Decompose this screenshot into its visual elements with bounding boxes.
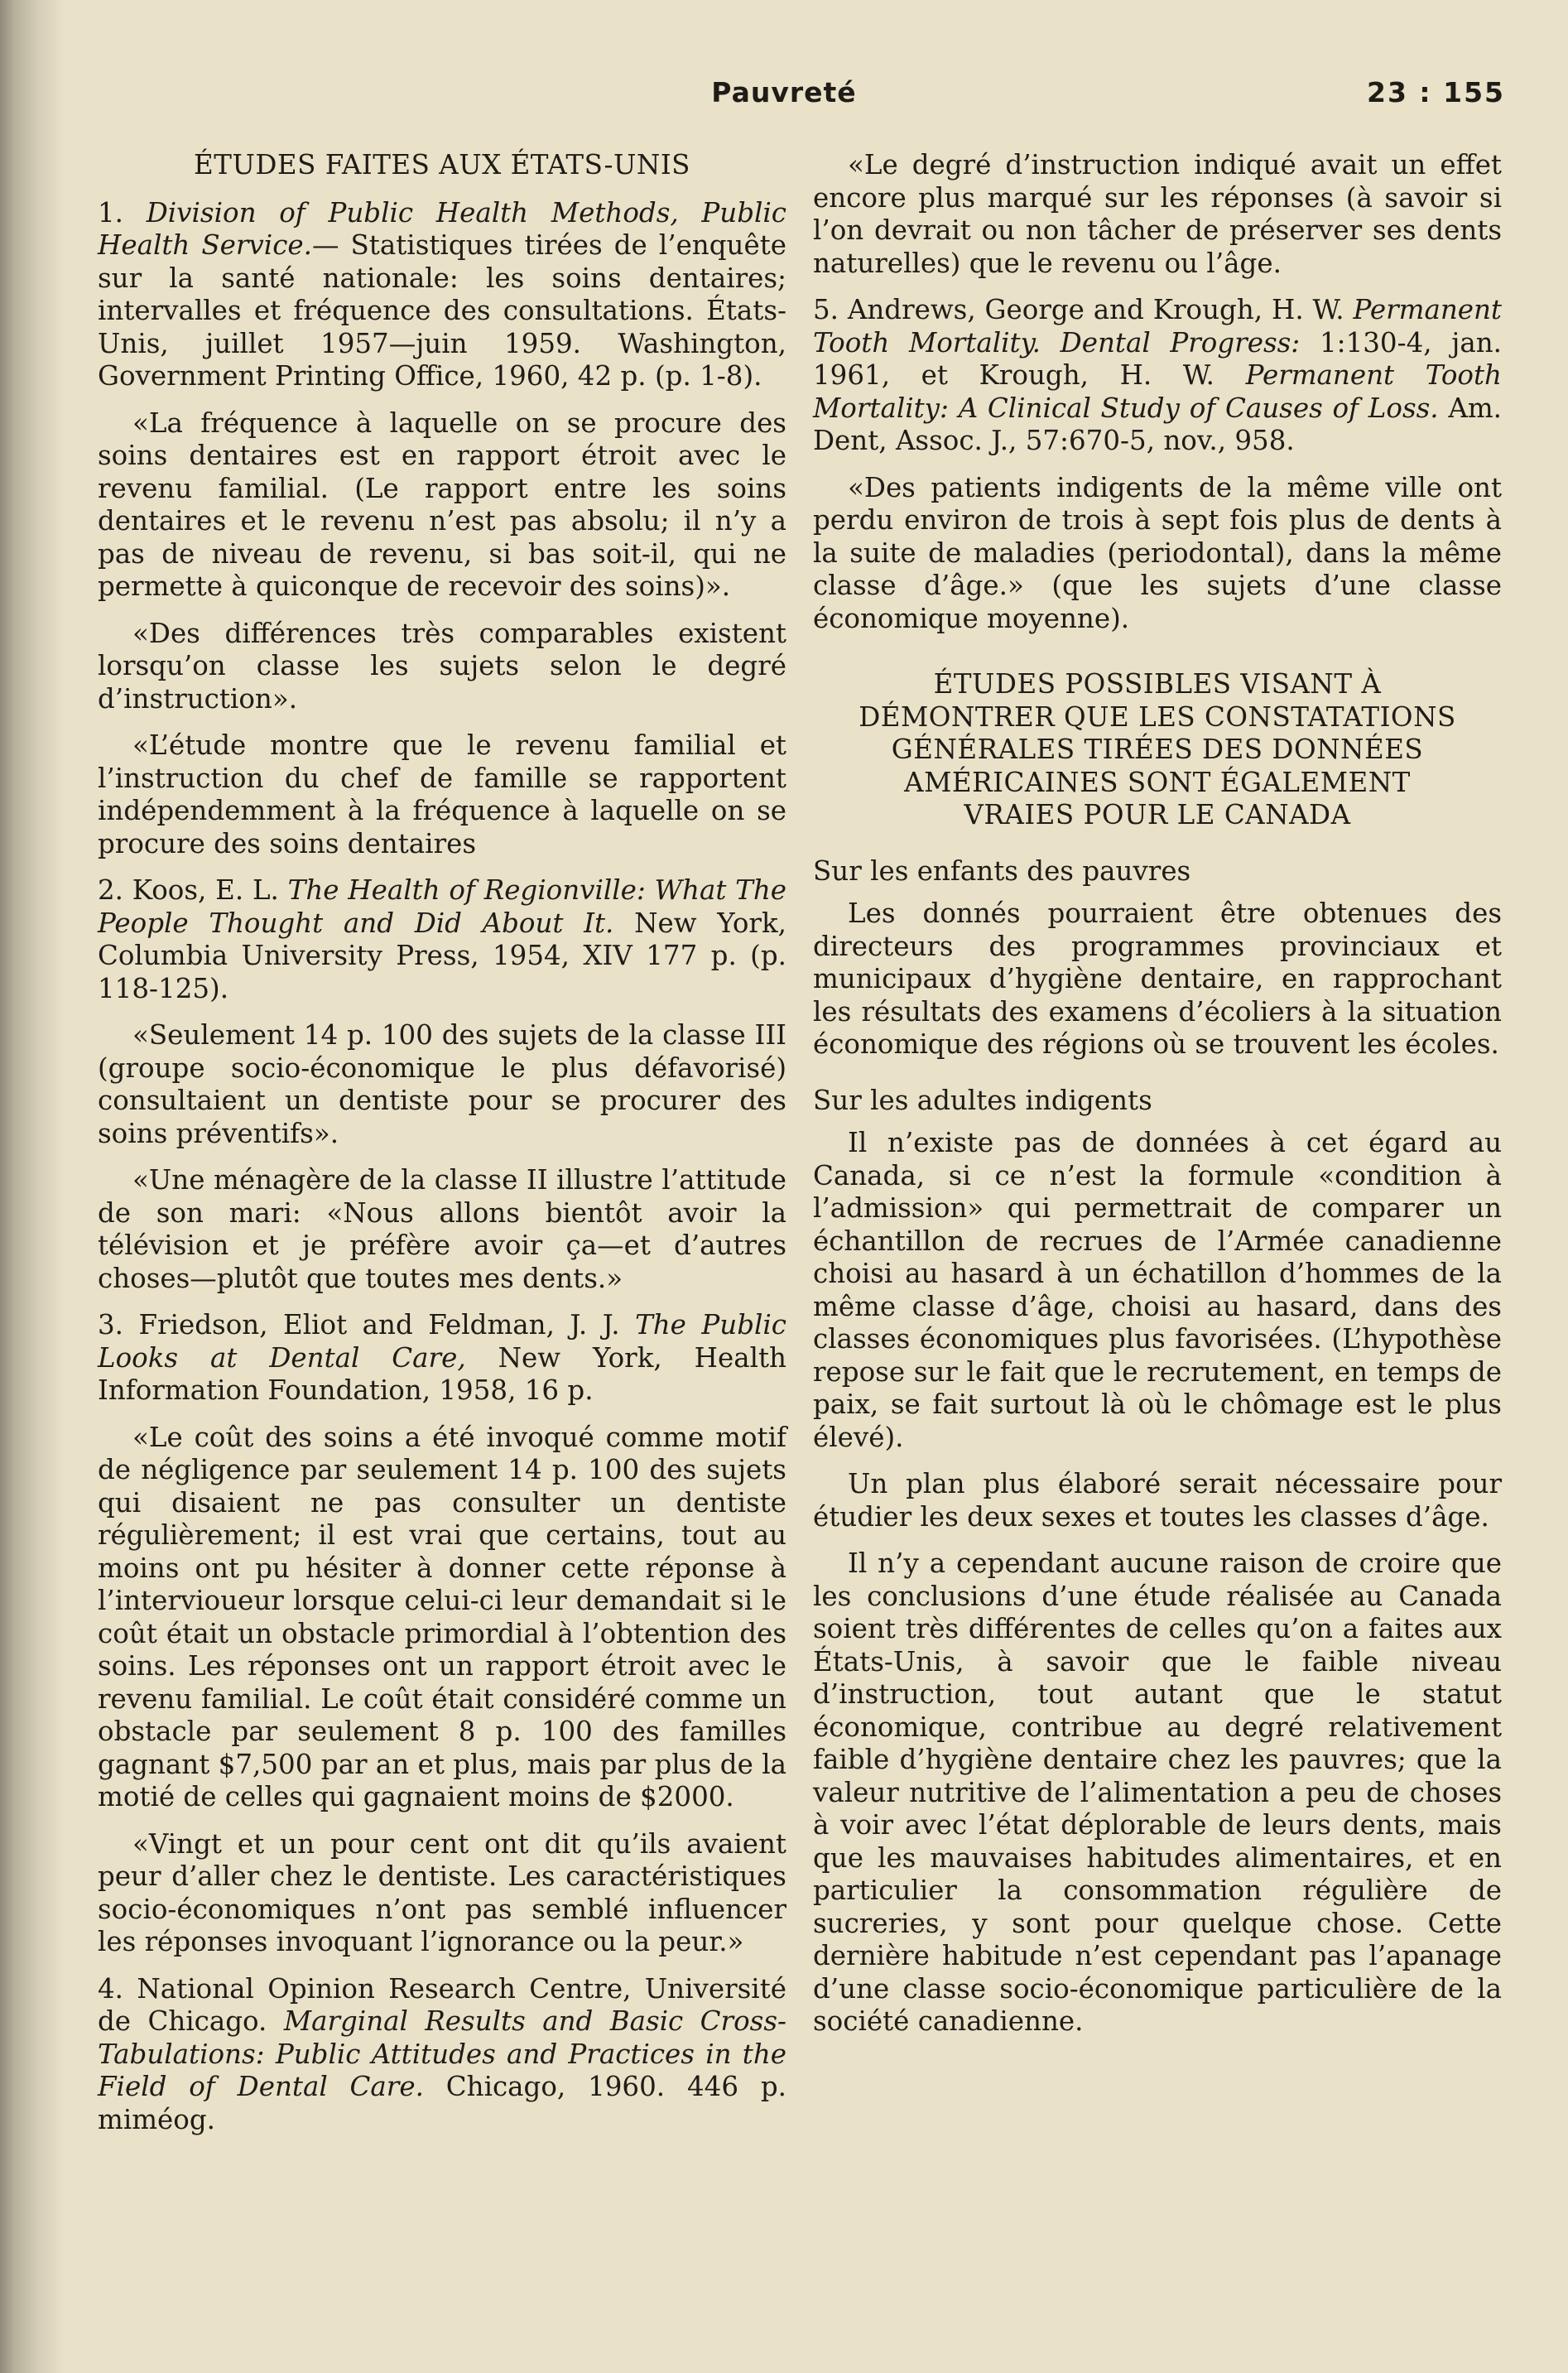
quote-paragraph: «Le degré d’instruction indiqué avait un effet encore plus marqué sur les réponses (à savoir si l’on devrait ou non tâcher de préserver ses dents naturelles) que le revenu ou l’âge. — [813, 149, 1502, 279]
reference-number: 3. — [98, 1309, 124, 1341]
body-paragraph: Il n’y a cependant aucune raison de croire que les conclusions d’une étude réalisée au Canada soient très différentes de celles qu’on a faites aux États-Unis, à savoir que le faible niveau d’instruction, tout autant que le statut économique, contribue au degré relativement faible d’hygiène dentaire chez les pauvres; que la valeur nutritive de l’alimentation a peu de choses à voir avec l’état déplorable de leurs dents, mais que les mauvaises habitudes alimentaires, et en particulier la consommation régulière de sucreries, y sont pour quelque chose. Cette dernière habitude n’est cependant pas l’apanage d’une classe socio-économique particulière de la société canadienne. — [813, 1548, 1502, 2037]
subheading-children: Sur les enfants des pauvres — [813, 854, 1191, 887]
quote-paragraph: «Vingt et un pour cent ont dit qu’ils avaient peur d’aller chez le dentiste. Les caractéristiques socio-économiques n’ont pas semblé influencer les réponses invoquant l’ignorance ou la peur.» — [98, 1827, 786, 1957]
reference-details: 1:130-4, jan. 1961, et Krough, H. W. — [813, 326, 1502, 391]
reference-number: 1. — [98, 196, 124, 229]
quote-paragraph: «La fréquence à laquelle on se procure des soins dentaires est en rapport étroit avec le revenu familial. (Le rapport entre les soins dentaires et le revenu n’est pas absolu; il n’y a pas de niveau de revenu, si bas soit-il, qui ne permette à quiconque de recevoir des soins)». — [98, 407, 786, 602]
reference-author: Andrews, George and Krough, H. W. — [847, 294, 1344, 325]
reference-details: Am. Dent, Assoc. J., 57:670-5, nov., 958. — [813, 392, 1502, 456]
right-column — [813, 149, 1502, 2053]
reference-author: Friedson, Eliot and Feldman, J. J. — [138, 1309, 620, 1341]
reference-title: Permanent Tooth Mortality: A Clinical Study of Causes of Loss. — [813, 359, 1502, 424]
body-paragraph: Il n’existe pas de données à cet égard au Canada, si ce n’est la formule «condition à l’admission» qui permettrait de comparer un échantillon de recrues de l’Armée canadienne choisi au hasard à un échatillon d’hommes de la même classe d’âge, choisi au hasard, dans des classes économiques plus favorisées. (L’hypothèse repose sur le fait que le recrutement, en temps de paix, se fait surtout là où le chômage est le plus élevé). — [813, 1127, 1502, 1453]
reference-title: The Health of Regionville: What The People Thought and Did About It. — [98, 874, 786, 939]
reference-number: 5. — [813, 294, 839, 325]
reference-4 — [98, 1973, 786, 2137]
reference-title: Marginal Results and Basic Cross-Tabulations: Public Attitudes and Practices in the Field of Dental Care. — [98, 2005, 786, 2102]
reference-5 — [813, 294, 1502, 458]
reference-2 — [98, 874, 786, 1005]
reference-number: 2. — [98, 874, 124, 906]
section-title-line: DÉMONTRER QUE LES CONSTATATIONS — [859, 700, 1456, 733]
quote-paragraph: «Des patients indigents de la même ville ont perdu environ de trois à sept fois plus de dents à la suite de maladies (periodontal), dans la même classe d’âge.» (que les sujets d’une classe économique moyenne). — [813, 471, 1502, 634]
quote-paragraph: «Seulement 14 p. 100 des sujets de la classe III (groupe socio-économique le plus défavorisé) consultaient un dentiste pour se procurer des soins préventifs». — [98, 1019, 786, 1149]
body-paragraph: Les donnés pourraient être obtenues des directeurs des programmes provinciaux et municipaux d’hygiène dentaire, en rapprochant les résultats des examens d’écoliers à la situation économique des régions où se trouvent les écoles. — [813, 898, 1502, 1060]
reference-title: The Public Looks at Dental Care, — [98, 1309, 786, 1374]
reference-3 — [98, 1309, 786, 1408]
reference-number: 4. — [98, 1972, 124, 2005]
section-title-line: ÉTUDES POSSIBLES VISANT À — [933, 668, 1382, 700]
section-title-line: AMÉRICAINES SONT ÉGALEMENT — [904, 766, 1411, 798]
reference-details: New York, Health Information Foundation, 1958, 16 p. — [98, 1341, 786, 1406]
reference-author: National Opinion Research Centre, Université de Chicago. — [98, 1972, 786, 2037]
reference-author: Division of Public Health Methods, Public Health Service. — [98, 196, 786, 261]
body-paragraph: Un plan plus élaboré serait nécessaire pour étudier les deux sexes et toutes les classes d’âge. — [813, 1468, 1502, 1533]
subheading-adults: Sur les adultes indigents — [813, 1084, 1152, 1116]
quote-paragraph: «Une ménagère de la classe II illustre l’attitude de son mari: «Nous allons bientôt avoir la télévision et je préfère avoir ça—et d’autres choses—plutôt que toutes mes dents.» — [98, 1164, 786, 1294]
left-column — [98, 149, 786, 2150]
quote-paragraph: «Le coût des soins a été invoqué comme motif de négligence par seulement 14 p. 100 des sujets qui disaient ne pas consulter un dentiste régulièrement; il est vrai que certains, tout au moins ont pu hésiter à donner cette réponse à l’intervioueur lorsque celui-ci leur demandait si le coût était un obstacle primordial à l’obtention des soins. Les réponses ont un rapport étroit avec le revenu familial. Le coût était considéré comme un obstacle par seulement 8 p. 100 des familles gagnant $7,500 par an et plus, mais par plus de la motié de celles qui gagnaient moins de $2000. — [98, 1421, 786, 1812]
reference-author: Koos, E. L. — [132, 874, 279, 906]
reference-details: Chicago, 1960. 446 p. miméog. — [98, 2071, 786, 2135]
quote-paragraph: «L’étude montre que le revenu familial et l’instruction du chef de famille se rapportent indépendemment à la fréquence à laquelle on se procure des soins dentaires — [98, 729, 786, 859]
reference-details: New York, Columbia University Press, 1954, XIV 177 p. (p. 118-125). — [98, 907, 786, 1004]
section-title-us-studies: ÉTUDES FAITES AUX ÉTATS-UNIS — [194, 149, 690, 181]
reference-title: Permanent Tooth Mortality. Dental Progress: — [813, 294, 1502, 359]
section-title-possible-studies — [813, 668, 1502, 832]
running-header-title: Pauvreté — [711, 76, 857, 108]
quote-paragraph: «Des différences très comparables existent lorsqu’on classe les sujets selon le degré d’instruction». — [98, 617, 786, 715]
page-gutter-shadow — [0, 0, 65, 2373]
section-title-line: VRAIES POUR LE CANADA — [964, 799, 1351, 830]
section-title-line: GÉNÉRALES TIRÉES DES DONNÉES — [891, 734, 1424, 765]
reference-details: — Statistiques tirées de l’enquête sur la santé nationale: les soins dentaires; intervalles et fréquence des consultations. États-Unis, juillet 1957—juin 1959. Washington, Government Printing Office, 1960, 42 p. (p. 1-8). — [98, 229, 786, 392]
page-number: 23 : 155 — [1367, 76, 1505, 108]
reference-1 — [98, 197, 786, 393]
